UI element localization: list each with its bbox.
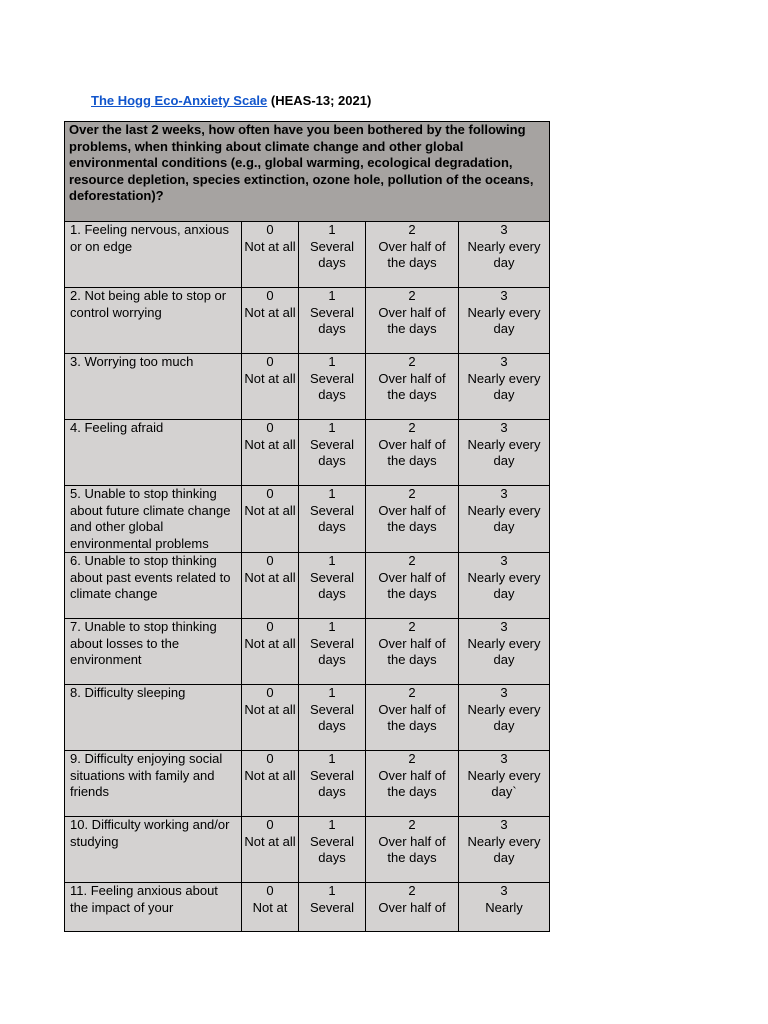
option-score: 2 [408, 420, 416, 435]
question-label: 3. Worrying too much [65, 354, 242, 420]
questionnaire-container [64, 121, 550, 932]
question-label: 6. Unable to stop thinking about past events related to climate change [65, 553, 242, 619]
option-score: 2 [408, 883, 416, 898]
option-score: 0 [266, 553, 274, 568]
response-option-2[interactable] [366, 420, 459, 486]
response-option-3[interactable] [459, 685, 550, 751]
scale-title [91, 93, 371, 108]
option-score: 0 [266, 354, 274, 369]
option-score: 3 [500, 420, 508, 435]
option-label: Nearly every day [467, 304, 541, 336]
question-label: 7. Unable to stop thinking about losses to the environment [65, 619, 242, 685]
response-option-3[interactable] [459, 288, 550, 354]
response-option-0[interactable] [242, 817, 299, 883]
option-score: 3 [500, 751, 508, 766]
response-option-2[interactable] [366, 222, 459, 288]
questionnaire-table [64, 121, 550, 932]
response-option-3[interactable] [459, 817, 550, 883]
response-option-1[interactable] [299, 486, 366, 553]
option-label: Several days [309, 767, 355, 799]
response-option-0[interactable] [242, 619, 299, 685]
option-label: Nearly every day` [467, 767, 541, 799]
response-option-2[interactable] [366, 883, 459, 933]
response-option-1[interactable] [299, 817, 366, 883]
question-label: 5. Unable to stop thinking about future climate change and other global environmental problems [65, 486, 242, 553]
option-label: Several days [309, 370, 355, 402]
response-option-0[interactable] [242, 420, 299, 486]
option-label: Over half of the days [378, 833, 446, 865]
option-score: 1 [328, 288, 336, 303]
option-label: Over half of [378, 899, 446, 915]
option-score: 0 [266, 420, 274, 435]
response-option-3[interactable] [459, 619, 550, 685]
question-row [65, 288, 550, 354]
option-score: 1 [328, 486, 336, 501]
option-score: 3 [500, 222, 508, 237]
question-row [65, 354, 550, 420]
option-score: 2 [408, 619, 416, 634]
question-row [65, 751, 550, 817]
option-label: Several days [309, 701, 355, 733]
option-score: 3 [500, 883, 508, 898]
response-option-2[interactable] [366, 751, 459, 817]
response-option-1[interactable] [299, 420, 366, 486]
response-option-2[interactable] [366, 817, 459, 883]
response-option-2[interactable] [366, 486, 459, 553]
response-option-1[interactable] [299, 619, 366, 685]
option-label: Over half of the days [378, 701, 446, 733]
option-score: 2 [408, 222, 416, 237]
response-option-0[interactable] [242, 222, 299, 288]
response-option-2[interactable] [366, 619, 459, 685]
response-option-1[interactable] [299, 883, 366, 933]
option-score: 1 [328, 553, 336, 568]
question-label: 8. Difficulty sleeping [65, 685, 242, 751]
option-label: Several days [309, 304, 355, 336]
option-score: 0 [266, 222, 274, 237]
response-option-3[interactable] [459, 751, 550, 817]
option-label: Over half of the days [378, 635, 446, 667]
option-score: 0 [266, 486, 274, 501]
question-row [65, 486, 550, 553]
option-score: 2 [408, 354, 416, 369]
response-option-3[interactable] [459, 883, 550, 933]
option-label: Over half of the days [378, 502, 446, 534]
question-label: 4. Feeling afraid [65, 420, 242, 486]
option-score: 2 [408, 486, 416, 501]
response-option-1[interactable] [299, 685, 366, 751]
option-label: Several days [309, 238, 355, 270]
response-option-0[interactable] [242, 354, 299, 420]
option-label: Several days [309, 569, 355, 601]
response-option-1[interactable] [299, 751, 366, 817]
option-score: 1 [328, 619, 336, 634]
instruction-header: Over the last 2 weeks, how often have you been bothered by the following problems, when thinking about climate change and other global environmental conditions (e.g., global warming, ecological degradation, resource depletion, species extinction, ozone hole, pollution of the oceans, deforestation)? [65, 122, 550, 222]
response-option-1[interactable] [299, 354, 366, 420]
response-option-3[interactable] [459, 222, 550, 288]
question-row [65, 685, 550, 751]
response-option-3[interactable] [459, 486, 550, 553]
option-score: 1 [328, 751, 336, 766]
option-score: 3 [500, 817, 508, 832]
response-option-0[interactable] [242, 883, 299, 933]
response-option-1[interactable] [299, 288, 366, 354]
option-score: 0 [266, 817, 274, 832]
option-label: Not at all [244, 569, 296, 585]
option-label: Several days [309, 436, 355, 468]
option-label: Not at [252, 899, 288, 915]
option-label: Not at all [244, 238, 296, 254]
response-option-3[interactable] [459, 553, 550, 619]
response-option-1[interactable] [299, 553, 366, 619]
option-score: 1 [328, 883, 336, 898]
response-option-2[interactable] [366, 354, 459, 420]
option-score: 0 [266, 751, 274, 766]
option-label: Several [309, 899, 355, 915]
option-score: 2 [408, 817, 416, 832]
option-label: Not at all [244, 635, 296, 651]
response-option-2[interactable] [366, 553, 459, 619]
question-label: 10. Difficulty working and/or studying [65, 817, 242, 883]
option-label: Several days [309, 833, 355, 865]
option-score: 3 [500, 354, 508, 369]
option-score: 1 [328, 222, 336, 237]
scale-title-suffix: (HEAS-13; 2021) [267, 93, 372, 108]
option-label: Not at all [244, 304, 296, 320]
option-score: 0 [266, 685, 274, 700]
option-score: 1 [328, 354, 336, 369]
response-option-1[interactable] [299, 222, 366, 288]
option-score: 3 [500, 685, 508, 700]
response-option-0[interactable] [242, 486, 299, 553]
option-label: Several days [309, 502, 355, 534]
option-score: 3 [500, 288, 508, 303]
option-score: 3 [500, 619, 508, 634]
option-label: Nearly every day [467, 569, 541, 601]
option-label: Not at all [244, 701, 296, 717]
option-label: Nearly every day [467, 436, 541, 468]
question-row [65, 222, 550, 288]
option-label: Nearly every day [467, 238, 541, 270]
option-score: 1 [328, 817, 336, 832]
option-label: Nearly every day [467, 701, 541, 733]
option-label: Not at all [244, 767, 296, 783]
option-label: Over half of the days [378, 767, 446, 799]
response-option-0[interactable] [242, 751, 299, 817]
option-label: Over half of the days [378, 370, 446, 402]
option-score: 2 [408, 751, 416, 766]
option-label: Over half of the days [378, 238, 446, 270]
option-label: Not at all [244, 370, 296, 386]
option-label: Not at all [244, 833, 296, 849]
option-label: Nearly every day [467, 635, 541, 667]
question-row [65, 420, 550, 486]
option-label: Over half of the days [378, 569, 446, 601]
option-label: Nearly [485, 899, 523, 915]
response-option-2[interactable] [366, 685, 459, 751]
question-row [65, 553, 550, 619]
option-score: 0 [266, 288, 274, 303]
option-label: Several days [309, 635, 355, 667]
response-option-3[interactable] [459, 354, 550, 420]
response-option-2[interactable] [366, 288, 459, 354]
option-score: 3 [500, 553, 508, 568]
option-score: 1 [328, 420, 336, 435]
scale-title-link[interactable]: The Hogg Eco-Anxiety Scale [91, 93, 268, 108]
option-score: 2 [408, 685, 416, 700]
option-score: 1 [328, 685, 336, 700]
question-label: 1. Feeling nervous, anxious or on edge [65, 222, 242, 288]
option-score: 0 [266, 619, 274, 634]
question-row [65, 883, 550, 933]
option-score: 3 [500, 486, 508, 501]
response-option-3[interactable] [459, 420, 550, 486]
response-option-0[interactable] [242, 288, 299, 354]
question-label: 11. Feeling anxious about the impact of your [65, 883, 242, 933]
option-label: Not at all [244, 436, 296, 452]
response-option-0[interactable] [242, 553, 299, 619]
option-score: 2 [408, 553, 416, 568]
option-label: Nearly every day [467, 370, 541, 402]
question-row [65, 619, 550, 685]
option-label: Nearly every day [467, 502, 541, 534]
option-label: Over half of the days [378, 304, 446, 336]
option-label: Not at all [244, 502, 296, 518]
option-label: Over half of the days [378, 436, 446, 468]
option-label: Nearly every day [467, 833, 541, 865]
question-label: 9. Difficulty enjoying social situations with family and friends [65, 751, 242, 817]
question-row [65, 817, 550, 883]
question-label: 2. Not being able to stop or control worrying [65, 288, 242, 354]
option-score: 0 [266, 883, 274, 898]
response-option-0[interactable] [242, 685, 299, 751]
option-score: 2 [408, 288, 416, 303]
